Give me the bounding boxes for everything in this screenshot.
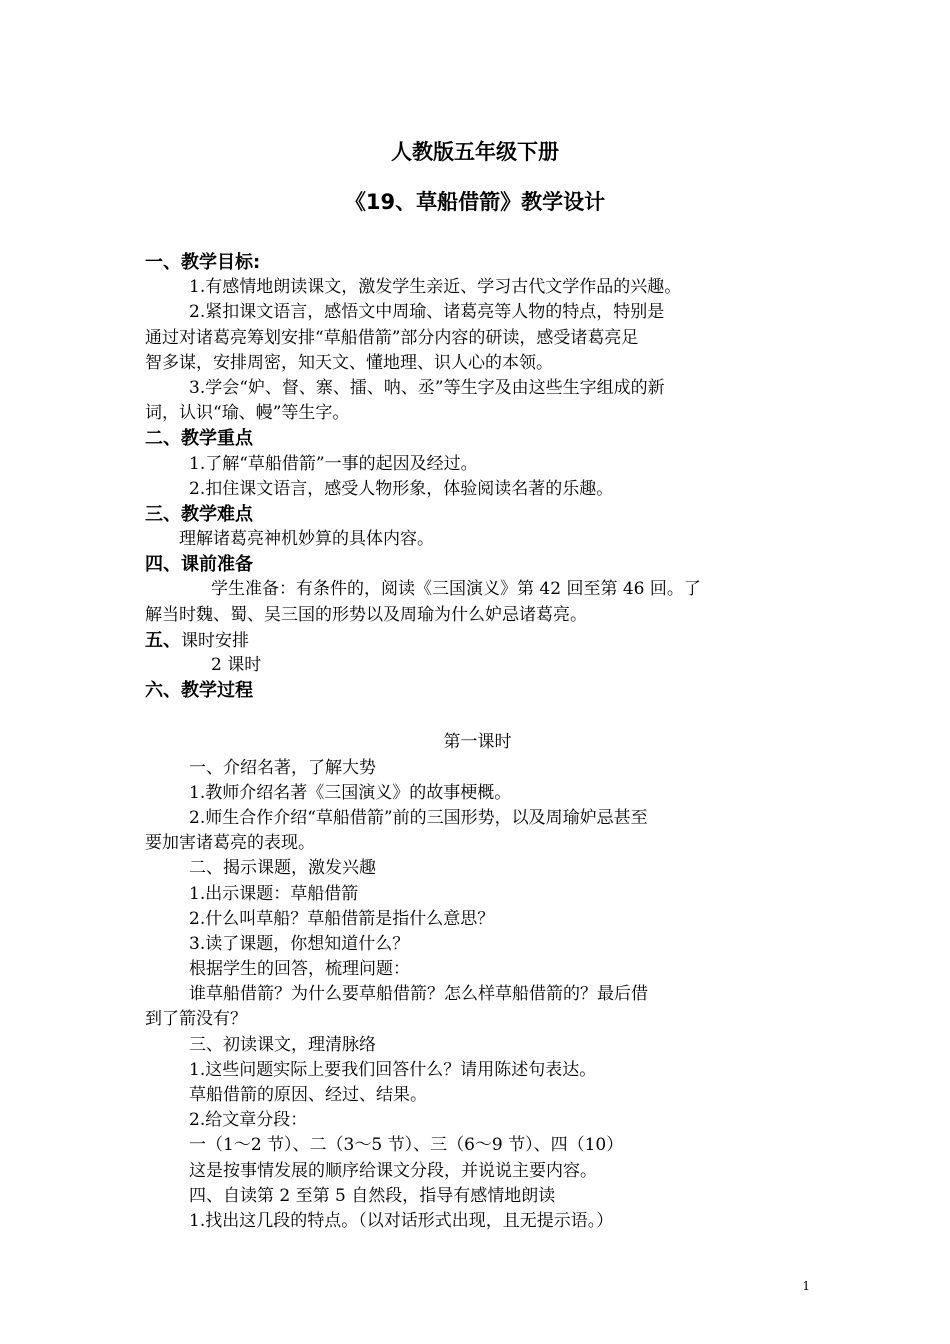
paragraph: 2.紧扣课文语言，感悟文中周瑜、诸葛亮等人物的特点，特别是 (189, 302, 665, 323)
paragraph: 理解诸葛亮神机妙算的具体内容。 (179, 529, 434, 550)
paragraph: 要加害诸葛亮的表现。 (145, 833, 315, 854)
paragraph: 学生准备：有条件的，阅读《三国演义》第 42 回至第 46 回。了 (211, 579, 701, 600)
section-heading: 一、教学目标: (145, 252, 261, 273)
section-heading (145, 628, 810, 653)
section-heading: 六、教学过程 (145, 680, 253, 702)
step-heading: 一、介绍名著，了解大势 (189, 757, 376, 778)
step-heading: 四、自读第 2 至第 5 自然段，指导有感情地朗读 (189, 1185, 556, 1206)
lesson-heading: 第一课时 (443, 732, 512, 753)
paragraph: 到了箭没有？ (145, 1009, 247, 1030)
document-subtitle: 《19、草船借箭》教学设计 (344, 190, 606, 214)
paragraph: 1.了解“草船借箭”一事的起因及经过。 (189, 453, 478, 474)
section-heading: 三、教学难点 (145, 503, 253, 525)
paragraph: 2 课时 (211, 655, 262, 675)
paragraph: 智多谋，安排周密，知天文、懂地理、识人心的本领。 (145, 352, 553, 373)
step-heading: 三、初读课文，理清脉络 (189, 1034, 376, 1055)
paragraph: 2.给文章分段： (189, 1110, 308, 1131)
paragraph: 这是按事情发展的顺序给课文分段，并说说主要内容。 (189, 1160, 597, 1181)
paragraph: 3.学会“妒、督、寨、擂、呐、丞”等生字及由这些生字组成的新 (189, 377, 665, 398)
paragraph: 通过对诸葛亮筹划安排“草船借箭”部分内容的研读，感受诸葛亮足 (145, 327, 639, 348)
paragraph: 1.这些问题实际上要我们回答什么？请用陈述句表达。 (189, 1059, 597, 1080)
step-heading: 二、揭示课题，激发兴趣 (189, 858, 376, 879)
paragraph: 3.读了课题，你想知道什么？ (189, 933, 410, 954)
paragraph: 1.找出这几段的特点。（以对话形式出现，且无提示语。） (189, 1210, 614, 1231)
paragraph: 一（1～2 节）、二（3～5 节）、三（6～9 节）、四（10） (189, 1135, 624, 1156)
paragraph: 1.有感情地朗读课文，激发学生亲近、学习古代文学作品的兴趣。 (189, 277, 682, 298)
heading-text: 课时安排 (181, 630, 249, 651)
paragraph: 2.扣住课文语言，感受人物形象，体验阅读名著的乐趣。 (189, 478, 614, 499)
paragraph: 1.出示课题：草船借箭 (189, 883, 359, 904)
document-body (145, 250, 810, 1234)
section-heading: 二、教学重点 (145, 428, 253, 450)
section-heading: 四、课前准备 (145, 554, 253, 576)
paragraph: 1.教师介绍名著《三国演义》的故事梗概。 (189, 782, 512, 803)
paragraph: 根据学生的回答，梳理问题： (189, 959, 410, 980)
paragraph: 谁草船借箭？为什么要草船借箭？怎么样草船借箭的？最后借 (189, 984, 648, 1005)
paragraph: 2.师生合作介绍“草船借箭”前的三国形势，以及周瑜妒忌甚至 (189, 807, 648, 828)
paragraph: 草船借箭的原因、经过、结果。 (189, 1085, 427, 1105)
paragraph: 解当时魏、蜀、吴三国的形势以及周瑜为什么妒忌诸葛亮。 (145, 604, 587, 625)
document-title: 人教版五年级下册 (391, 140, 559, 164)
paragraph: 2.什么叫草船？草船借箭是指什么意思？ (189, 908, 495, 929)
heading-number: 五、 (145, 629, 181, 651)
page-number: 1 (802, 1279, 810, 1293)
paragraph: 词，认识“瑜、幔”等生字。 (145, 403, 350, 424)
